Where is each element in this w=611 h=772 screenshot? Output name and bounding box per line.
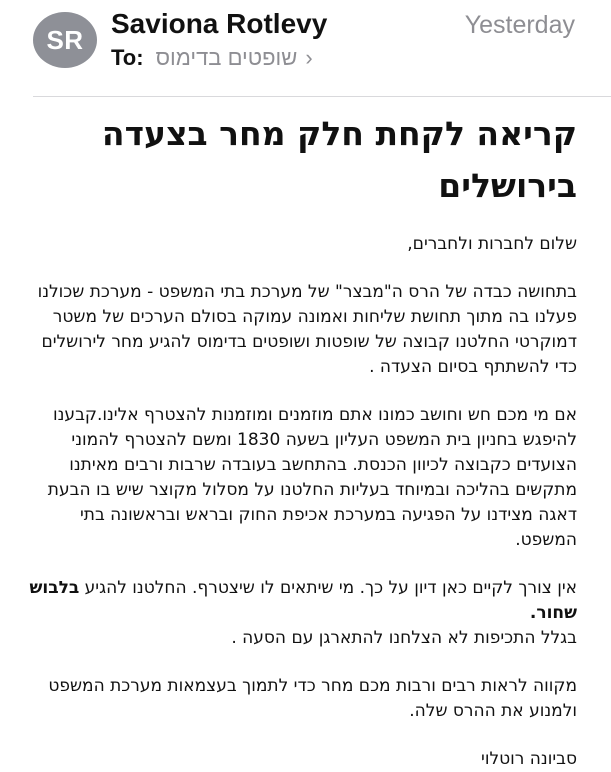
chevron-right-icon[interactable]: › [305, 45, 313, 70]
recipient-name[interactable]: שופטים בדימוס [155, 45, 298, 70]
email-subject: קריאה לקחת חלק מחר בצעדה בירושלים [101, 114, 577, 205]
paragraph-3-line-2: בגלל התכיפות לא הצלחנו להתארגן עם הסעה . [231, 628, 577, 648]
greeting-paragraph: שלום לחברות ולחברים, [407, 234, 577, 254]
avatar[interactable]: SR [33, 12, 97, 68]
sender-name[interactable]: Saviona Rotlevy [111, 8, 328, 39]
recipients-row[interactable] [111, 44, 313, 72]
signature: סביונה רוטלוי [481, 749, 577, 769]
body-paragraph-2: אם מי מכם חש וחושב כמונו אתם מוזמנים ומוזמנות להצטרף אלינו.קבענו להיפגש בחניון בית המשפט העליון בשעה 1830 ומשם להצטרף להמוני הצועדים כקבוצה לכיוון הכנסת. בהתחשב בעובדה שרבות ורבים מאיתנו מתקשים בהליכה ובמיוחד בעליות החלטנו על מסלול מקוצר שיש בו הבעת דאגה מצידנו על הפגיעה במערכת אכיפת החוק ובראש ובראשונה בתי המשפט. [47, 405, 577, 550]
email-header [0, 0, 611, 96]
header-divider [33, 96, 611, 97]
paragraph-3-text: אין צורך לקיים כאן דיון על כך. מי שיתאים לו שיצטרף. החלטנו להגיע [79, 578, 577, 598]
email-body [28, 108, 577, 772]
body-paragraph-3 [28, 576, 577, 651]
to-label: To: [111, 45, 144, 70]
body-paragraph-4: מקווה לראות רבים ורבות מכם מחר כדי לתמוך בעצמאות מערכת המשפט ולמנוע את ההרס שלה. [48, 676, 577, 721]
paragraph-3-bold: בלבוש שחור. [29, 578, 577, 623]
email-date: Yesterday [464, 11, 575, 39]
body-paragraph-1: בתחושה כבדה של הרס ה"מבצר" של מערכת בתי המשפט - מערכת שכולנו פעלנו בה מתוך תחושת שליחות ואמונה עמוקה בסולם הערכים של משטר דמוקרטי החלטנו קבוצה של שופטות ושופטים בדימוס להגיע מחר לירושלים כדי להשתתף בסיום הצעדה . [37, 282, 577, 377]
